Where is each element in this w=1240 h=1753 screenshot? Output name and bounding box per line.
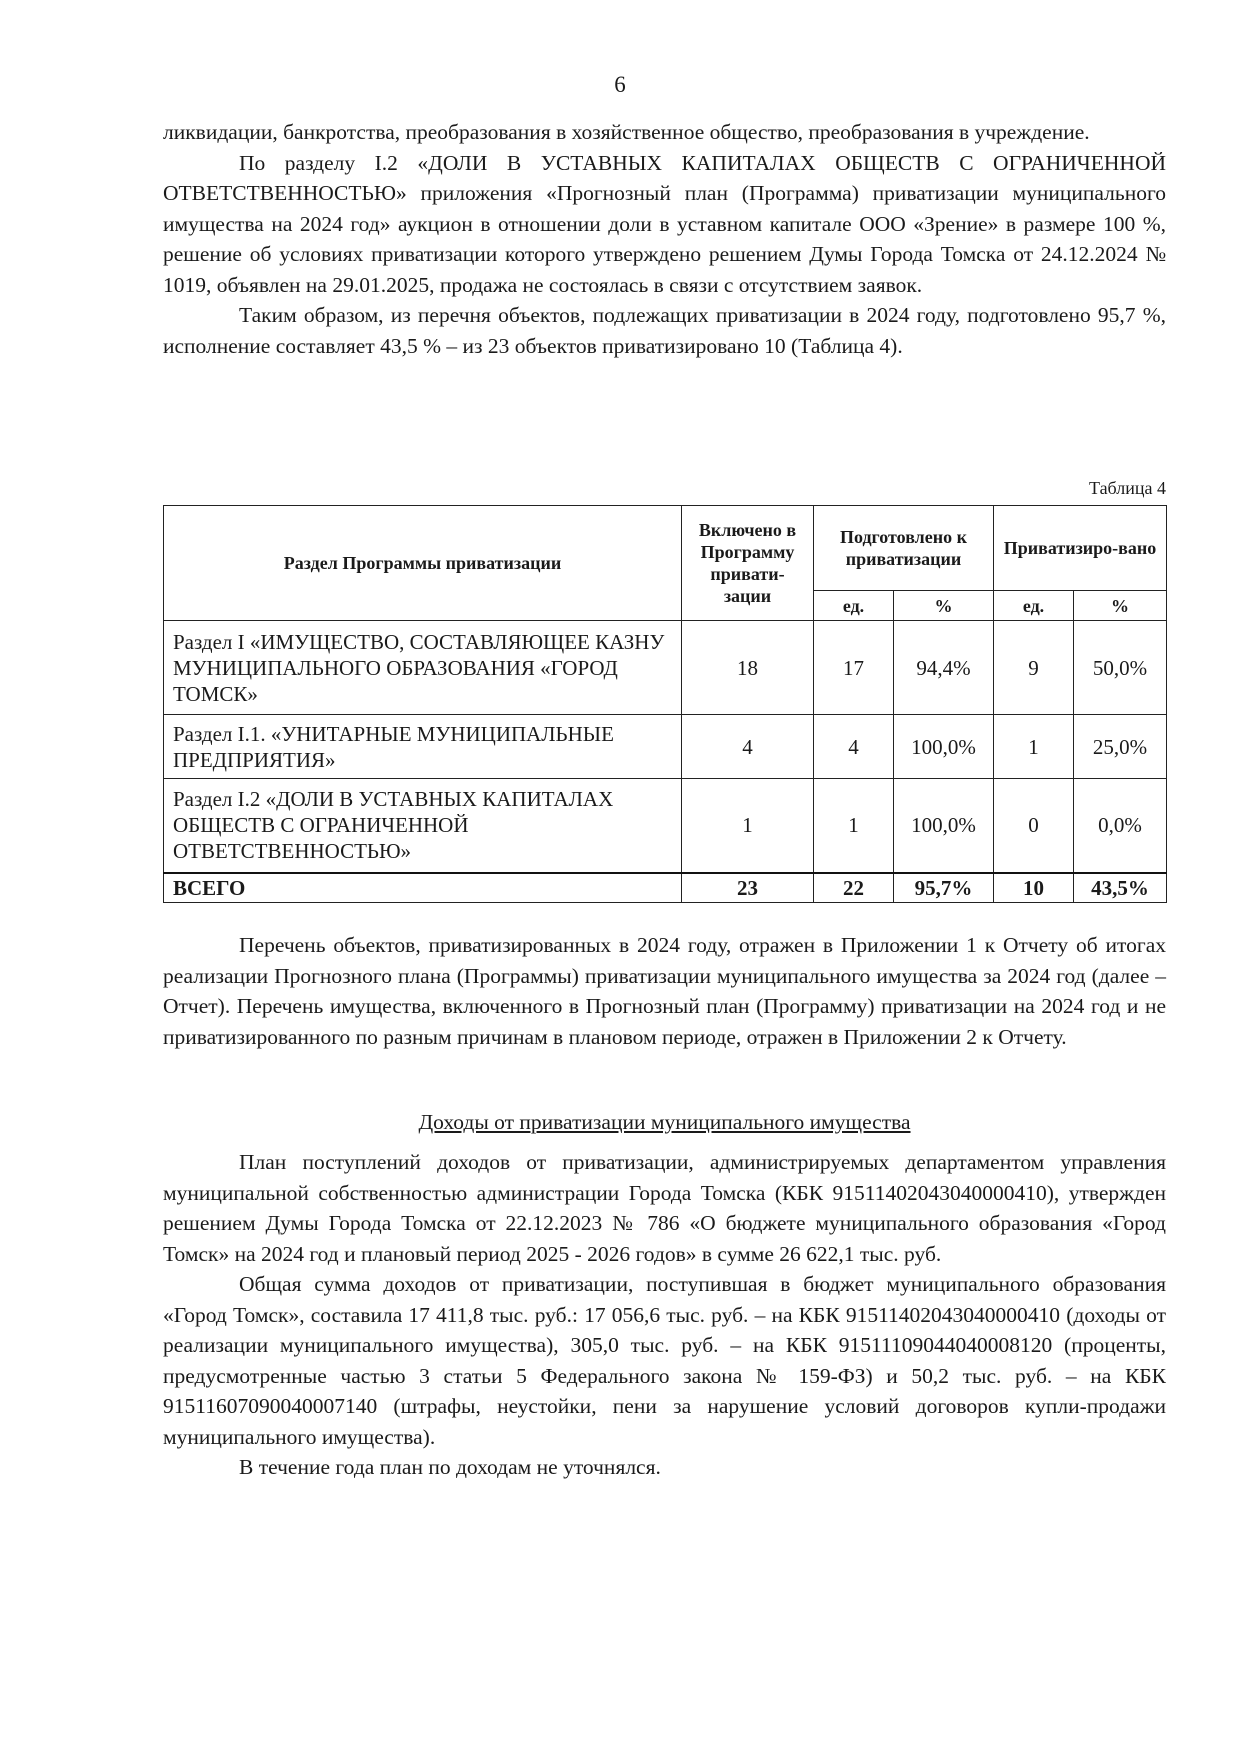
table-row — [164, 621, 1167, 715]
income-text — [163, 1147, 1166, 1483]
header-prepared-percent: % — [894, 591, 994, 621]
header-privatized: Приватизиро-вано — [994, 506, 1167, 591]
section-heading-income — [163, 1110, 1166, 1135]
paragraph-continuation: ликвидации, банкротства, преобразования в хозяйственное общество, преобразования в учреждение. — [163, 120, 1090, 144]
table-total-row — [164, 873, 1167, 903]
table-row — [164, 779, 1167, 873]
row-privatized-percent: 0,0% — [1074, 779, 1167, 873]
header-prepared-units: ед. — [814, 591, 894, 621]
row-section: Раздел I.1. «УНИТАРНЫЕ МУНИЦИПАЛЬНЫЕ ПРЕДПРИЯТИЯ» — [164, 715, 682, 779]
row-included: 1 — [682, 779, 814, 873]
row-prepared-units: 4 — [814, 715, 894, 779]
paragraph-appendix-reference: Перечень объектов, приватизированных в 2024 году, отражен в Приложении 1 к Отчету об итогах реализации Прогнозного плана (Программы) приватизации муниципального имущества за 2024 год (далее – Отчет). Перечень имущества, включенного в Прогнозный план (Программу) приватизации на 2024 год и не приватизированного по разным причинам в плановом периоде, отражен в Приложении 2 к Отчету. — [163, 933, 1166, 1049]
total-label: ВСЕГО — [164, 873, 682, 903]
row-prepared-percent: 94,4% — [894, 621, 994, 715]
row-section: Раздел I.2 «ДОЛИ В УСТАВНЫХ КАПИТАЛАХ ОБЩЕСТВ С ОГРАНИЧЕННОЙ ОТВЕТСТВЕННОСТЬЮ» — [164, 779, 682, 873]
table-caption: Таблица 4 — [1089, 478, 1166, 498]
header-included: Включено в Программу привати-зации — [682, 506, 814, 621]
header-privatized-percent: % — [1074, 591, 1167, 621]
header-section: Раздел Программы приватизации — [164, 506, 682, 621]
header-privatized-units: ед. — [994, 591, 1074, 621]
table-row — [164, 715, 1167, 779]
paragraph-income-total: Общая сумма доходов от приватизации, поступившая в бюджет муниципального образования «Город Томск», составила 17 411,8 тыс. руб.: 17 056,6 тыс. руб. – на КБК 91511402043040000410 (доходы от реализации муниципального имущества), 305,0 тыс. руб. – на КБК 91511109044040008120 (проценты, предусмотренные частью 3 статьи 5 Федерального закона № 159-ФЗ) и 50,2 тыс. руб. – на КБК 91511607090040007140 (штрафы, неустойки, пени за нарушение условий договоров купли-продажи муниципального имущества). — [163, 1272, 1166, 1449]
row-privatized-units: 9 — [994, 621, 1074, 715]
total-privatized-units: 10 — [994, 873, 1074, 903]
section-heading-text: Доходы от приватизации муниципального имущества — [418, 1110, 911, 1134]
paragraph-section-i2: По разделу I.2 «ДОЛИ В УСТАВНЫХ КАПИТАЛАХ ОБЩЕСТВ С ОГРАНИЧЕННОЙ ОТВЕТСТВЕННОСТЬЮ» приложения «Прогнозный план (Программа) приватизации муниципального имущества на 2024 год» аукцион в отношении доли в уставном капитале ООО «Зрение» в размере 100 %, решение об условиях приватизации которого утверждено решением Думы Города Томска от 24.12.2024 № 1019, объявлен на 29.01.2025, продажа не состоялась в связи с отсутствием заявок. — [163, 150, 1166, 297]
paragraph-plan-not-revised: В течение года план по доходам не уточнялся. — [239, 1455, 661, 1479]
row-privatized-percent: 25,0% — [1074, 715, 1167, 779]
row-section: Раздел I «ИМУЩЕСТВО, СОСТАВЛЯЮЩЕЕ КАЗНУ МУНИЦИПАЛЬНОГО ОБРАЗОВАНИЯ «ГОРОД ТОМСК» — [164, 621, 682, 715]
page-number: 6 — [614, 72, 626, 97]
row-prepared-units: 1 — [814, 779, 894, 873]
row-prepared-percent: 100,0% — [894, 715, 994, 779]
table-header-row — [164, 506, 1167, 591]
total-included: 23 — [682, 873, 814, 903]
after-table-text — [163, 930, 1166, 1052]
row-included: 18 — [682, 621, 814, 715]
intro-text — [163, 117, 1166, 361]
row-privatized-percent: 50,0% — [1074, 621, 1167, 715]
header-prepared: Подготовлено к приватизации — [814, 506, 994, 591]
privatization-table — [163, 505, 1167, 903]
paragraph-summary: Таким образом, из перечня объектов, подлежащих приватизации в 2024 году, подготовлено 95,7 %, исполнение составляет 43,5 % – из 23 объектов приватизировано 10 (Таблица 4). — [163, 303, 1166, 358]
paragraph-income-plan: План поступлений доходов от приватизации, администрируемых департаментом управления муниципальной собственностью администрации Города Томска (КБК 91511402043040000410), утвержден решением Думы Города Томска от 22.12.2023 № 786 «О бюджете муниципального образования «Город Томск» на 2024 год и плановый период 2025 - 2026 годов» в сумме 26 622,1 тыс. руб. — [163, 1150, 1166, 1266]
row-prepared-units: 17 — [814, 621, 894, 715]
row-privatized-units: 0 — [994, 779, 1074, 873]
row-privatized-units: 1 — [994, 715, 1074, 779]
total-prepared-percent: 95,7% — [894, 873, 994, 903]
total-privatized-percent: 43,5% — [1074, 873, 1167, 903]
total-prepared-units: 22 — [814, 873, 894, 903]
row-included: 4 — [682, 715, 814, 779]
row-prepared-percent: 100,0% — [894, 779, 994, 873]
